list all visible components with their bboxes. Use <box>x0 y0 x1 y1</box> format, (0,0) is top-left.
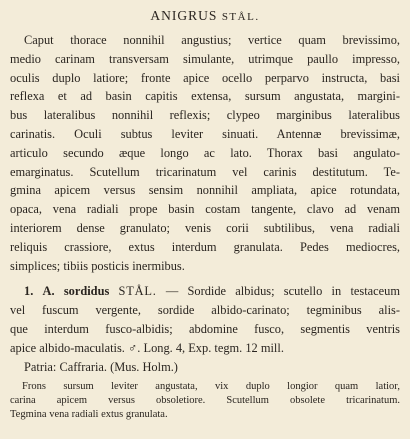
description-line: reflexa et ad basin capitis extensa, sursum angustata, margini- <box>10 89 400 104</box>
description-line: simplices; tibiis posticis inermibus. <box>10 258 185 273</box>
description-line: Caput thorace nonnihil angustius; vertice quam brevissimo, <box>24 33 400 47</box>
description-line: medio carinam transversam simulante, utrimque paullo impresso, <box>10 51 400 66</box>
description-line: carinatis. Oculi subtus leviter sinuati. Antennæ brevissimæ, <box>10 126 400 141</box>
species-first-line-text: — Sordide albidus; scutello in testaceum <box>165 284 400 299</box>
description-line: opaca, vena radiali prope basin costam tangente, clavo ad venam <box>10 202 400 217</box>
description-line: bus lateralibus nonnihil reflexis; clypeo marginibus lateralibus <box>10 108 400 123</box>
note-line: Frons sursum leviter angustata, vix duplo longior quam latior, <box>22 381 400 393</box>
note-line: Tegmina vena radiali extus granulata. <box>10 409 168 421</box>
genus-description <box>10 31 400 275</box>
note-line: carina apicem versus obsoletiore. Scutellum obsolete tricarinatum. <box>10 395 400 407</box>
species-number: 1. <box>24 284 34 299</box>
description-line: oculis duplo latiore; fronte apice ocello perparvo instructa, basi <box>10 70 400 85</box>
genus-name: ANIGRUS <box>150 8 218 23</box>
species-author: STÅL. <box>118 284 157 299</box>
genus-author: STÅL. <box>221 11 260 23</box>
description-line: interiorem dense granulato; venis corii subtilibus, vena radiali <box>10 220 400 235</box>
species-line: que interdum fusco-albidis; abdomine fusco, segmentis ventris <box>10 321 400 336</box>
species-note <box>10 380 400 422</box>
description-line: articulo secundo æque longo ac lato. Thorax basi angulato- <box>10 145 400 160</box>
description-line: emarginatus. Scutellum tricarinatum vel carinis destitutum. Te- <box>10 164 400 179</box>
species-line: apice albido-maculatis. ♂. Long. 4, Exp. tegm. 12 mill. <box>10 340 284 355</box>
species-entry <box>10 282 400 376</box>
species-first-line <box>10 282 400 301</box>
description-line: reliquis crassiore, extus interdum granulata. Pedes mediocres, <box>10 239 400 254</box>
description-line: gmina apicem versus sensim nonnihil ampliata, apice rotundata, <box>10 183 400 198</box>
species-patria: Patria: Caffraria. (Mus. Holm.) <box>24 359 178 374</box>
genus-heading <box>10 8 400 25</box>
species-line: vel fuscum vergente, sordide albido-carinato; tegminibus alis- <box>10 303 400 318</box>
species-name: A. sordidus <box>42 284 110 299</box>
